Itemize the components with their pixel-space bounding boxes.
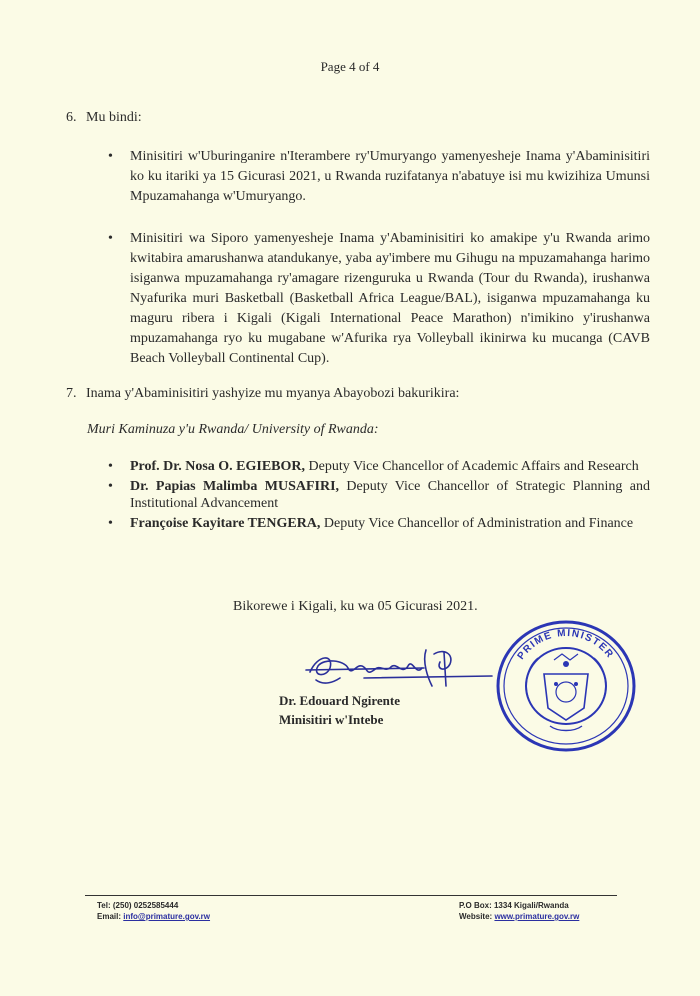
bullet-icon: • — [108, 459, 113, 474]
list-item-text: Minisitiri wa Siporo yamenyesheje Inama y'Abaminisitiri ko amakipe y'u Rwanda arimo kwitabira amarushanwa atandukanye, yaba ay'imbere mu Gihugu na mpuzamahanga harimo isiganwa mpuzamahanga ry'amagare rizenguruka u Rwanda (Tour du Rwanda), irushanwa Nyafurika muri Basketball (Basketball Africa League/BAL), isiganwa mpuzamahanga ku maguru ribera i Kigali (Kigali International Peace Marathon) n'imikino y'irushanwa mpuzamahanga ryo ku mugabane w'Afurika rya Volleyball ikinirwa ku mucanga (CAVB Beach Volleyball Continental Cup). — [130, 231, 650, 366]
section-title: Mu bindi: — [86, 110, 142, 125]
section-title: Inama y'Abaminisitiri yashyize mu myanya Abayobozi bakurikira: — [86, 386, 460, 401]
footer-divider — [85, 895, 617, 896]
appointments-list — [108, 458, 650, 535]
email-label: Email: — [97, 912, 122, 921]
handwritten-signature — [304, 642, 494, 694]
appointee-name: Prof. Dr. Nosa O. EGIEBOR, — [130, 459, 306, 474]
bullet-icon: • — [108, 516, 113, 531]
appointee-role: Deputy Vice Chancellor of Strategic Planning and Institutional Advancement — [130, 479, 650, 511]
section-6-bullets — [108, 147, 650, 369]
tel-label: Tel: — [97, 901, 111, 910]
list-item — [108, 478, 650, 512]
list-item — [108, 458, 650, 475]
page-number: Page 4 of 4 — [320, 59, 380, 74]
footer-tel — [97, 901, 178, 910]
section-number: 6. — [66, 110, 77, 125]
signatory-name: Dr. Edouard Ngirente — [279, 693, 400, 708]
list-item — [108, 147, 650, 207]
seal-lettering: PRIME MINISTER — [515, 627, 616, 662]
bullet-icon: • — [108, 149, 113, 164]
tel-value: (250) 0252585444 — [112, 901, 179, 910]
appointee-name: Françoise Kayitare TENGERA, — [130, 516, 321, 531]
bullet-icon: • — [108, 231, 113, 246]
footer-pobox: P.O Box: 1334 Kigali/Rwanda — [459, 901, 569, 910]
appointee-role: Deputy Vice Chancellor of Administration and Finance — [320, 516, 634, 531]
website-label: Website: — [459, 912, 493, 921]
footer-website — [459, 912, 579, 921]
bullet-icon: • — [108, 479, 113, 494]
place-and-date: Bikorewe i Kigali, ku wa 05 Gicurasi 2021. — [233, 599, 478, 614]
appointee-name: Dr. Papias Malimba MUSAFIRI, — [130, 479, 340, 494]
section-number: 7. — [66, 386, 77, 401]
signatory-title: Minisitiri w'Intebe — [279, 712, 384, 727]
list-item-text: Minisitiri w'Uburinganire n'Iterambere ry'Umuryango yamenyesheje Inama y'Abaminisitiri ko ku itariki ya 15 Gicurasi 2021, u Rwanda ruzifatanya n'abatuye isi mu kwizihiza Umunsi Mpuzamahanga w'Umuryango. — [130, 149, 650, 204]
footer-email — [97, 912, 210, 921]
email-link[interactable]: info@primature.gov.rw — [123, 912, 211, 921]
appointee-role: Deputy Vice Chancellor of Academic Affairs and Research — [305, 459, 639, 474]
list-item — [108, 515, 650, 532]
list-item — [108, 229, 650, 369]
website-link[interactable]: www.primature.gov.rw — [494, 912, 580, 921]
institution-subheading: Muri Kaminuza y'u Rwanda/ University of Rwanda: — [87, 422, 379, 437]
official-seal-stamp — [492, 614, 640, 754]
